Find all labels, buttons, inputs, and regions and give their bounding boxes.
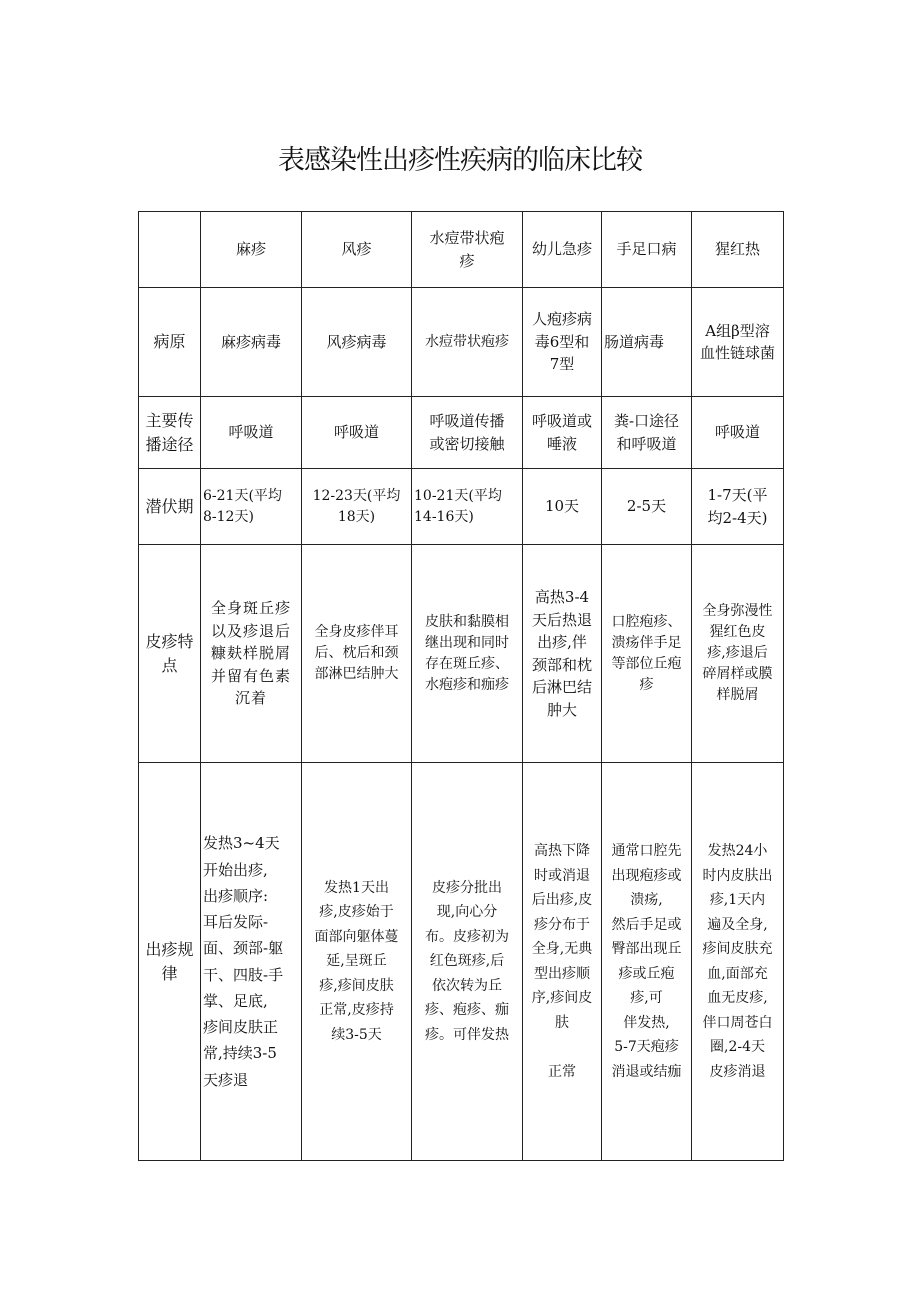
- table-cell: 高热下降 时或消退 后出疹,皮 疹分布于 全身,无典 型出疹顺 序,疹间皮 肤 正常: [523, 763, 602, 1161]
- table-cell: 口腔疱疹、 溃疡伴手足 等部位丘疱 疹: [602, 545, 692, 763]
- table-cell: 6-21天(平均 8-12天): [201, 469, 302, 545]
- table-cell: 10-21天(平均 14-16天): [412, 469, 523, 545]
- table-cell: 皮疹分批出 现,向心分 布。皮疹初为 红色斑疹,后 依次转为丘 疹、疱疹、痂 疹。可伴发热: [412, 763, 523, 1161]
- table-cell: 肠道病毒: [602, 288, 692, 397]
- column-header-varicella: 水痘带状疱 疹: [412, 212, 523, 288]
- table-cell: 全身斑丘疹 以及疹退后 糠麸样脱屑 并留有色素 沉着: [201, 545, 302, 763]
- table-row: [139, 397, 784, 469]
- table-row: [139, 469, 784, 545]
- row-header-incubation: 潜伏期: [139, 469, 201, 545]
- header-row: [139, 212, 784, 288]
- table-cell: 2-5天: [602, 469, 692, 545]
- table-row: [139, 763, 784, 1161]
- column-header-hfmd: 手足口病: [602, 212, 692, 288]
- corner-cell: [139, 212, 201, 288]
- table-cell: A组β型溶 血性链球菌: [692, 288, 784, 397]
- table-cell: 12-23天(平均 18天): [302, 469, 412, 545]
- column-header-rubella: 风疹: [302, 212, 412, 288]
- comparison-table: [138, 211, 784, 1161]
- column-header-measles: 麻疹: [201, 212, 302, 288]
- table-cell: 全身弥漫性 猩红色皮 疹,疹退后 碎屑样或膜 样脱屑: [692, 545, 784, 763]
- table-cell: 粪-口途径 和呼吸道: [602, 397, 692, 469]
- table-cell: 风疹病毒: [302, 288, 412, 397]
- row-header-pathogen: 病原: [139, 288, 201, 397]
- table-cell: 发热3~4天 开始出疹, 出疹顺序: 耳后发际- 面、颈部-躯 干、四肢-手 掌、足底, 疹间皮肤正 常,持续3-5 天疹退: [201, 763, 302, 1161]
- page-title: 表感染性出疹性疾病的临床比较: [278, 145, 642, 176]
- table-row: [139, 545, 784, 763]
- table-cell: 呼吸道: [302, 397, 412, 469]
- table-cell: 呼吸道: [201, 397, 302, 469]
- table-cell: 人疱疹病 毒6型和 7型: [523, 288, 602, 397]
- column-header-scarlet-fever: 猩红热: [692, 212, 784, 288]
- table-cell: 水痘带状疱疹: [412, 288, 523, 397]
- row-header-transmission: 主要传 播途径: [139, 397, 201, 469]
- row-header-rash-features: 皮疹特 点: [139, 545, 201, 763]
- table-row: [139, 288, 784, 397]
- table-cell: 1-7天(平 均2-4天): [692, 469, 784, 545]
- table-cell: 发热24小 时内皮肤出 疹,1天内 遍及全身, 疹间皮肤充 血,面部充 血无皮疹, 伴口周苍白 圈,2-4天 皮疹消退: [692, 763, 784, 1161]
- table-cell: 高热3-4 天后热退 出疹,伴 颈部和枕 后淋巴结 肿大: [523, 545, 602, 763]
- column-header-roseola: 幼儿急疹: [523, 212, 602, 288]
- table-cell: 通常口腔先 出现疱疹或 溃疡, 然后手足或 臀部出现丘 疹或丘疱 疹,可 伴发热, 5-7天疱疹 消退或结痂: [602, 763, 692, 1161]
- table-cell: 呼吸道: [692, 397, 784, 469]
- table-cell: 10天: [523, 469, 602, 545]
- table-cell: 发热1天出 疹,皮疹始于 面部向躯体蔓 延,呈斑丘 疹,疹间皮肤 正常,皮疹持 续3-5天: [302, 763, 412, 1161]
- table-cell: 皮肤和黏膜相 继出现和同时 存在斑丘疹、 水疱疹和痂疹: [412, 545, 523, 763]
- row-header-rash-pattern: 出疹规 律: [139, 763, 201, 1161]
- table-cell: 麻疹病毒: [201, 288, 302, 397]
- table-cell: 全身皮疹伴耳 后、枕后和颈 部淋巴结肿大: [302, 545, 412, 763]
- table-cell: 呼吸道或 唾液: [523, 397, 602, 469]
- table-cell: 呼吸道传播 或密切接触: [412, 397, 523, 469]
